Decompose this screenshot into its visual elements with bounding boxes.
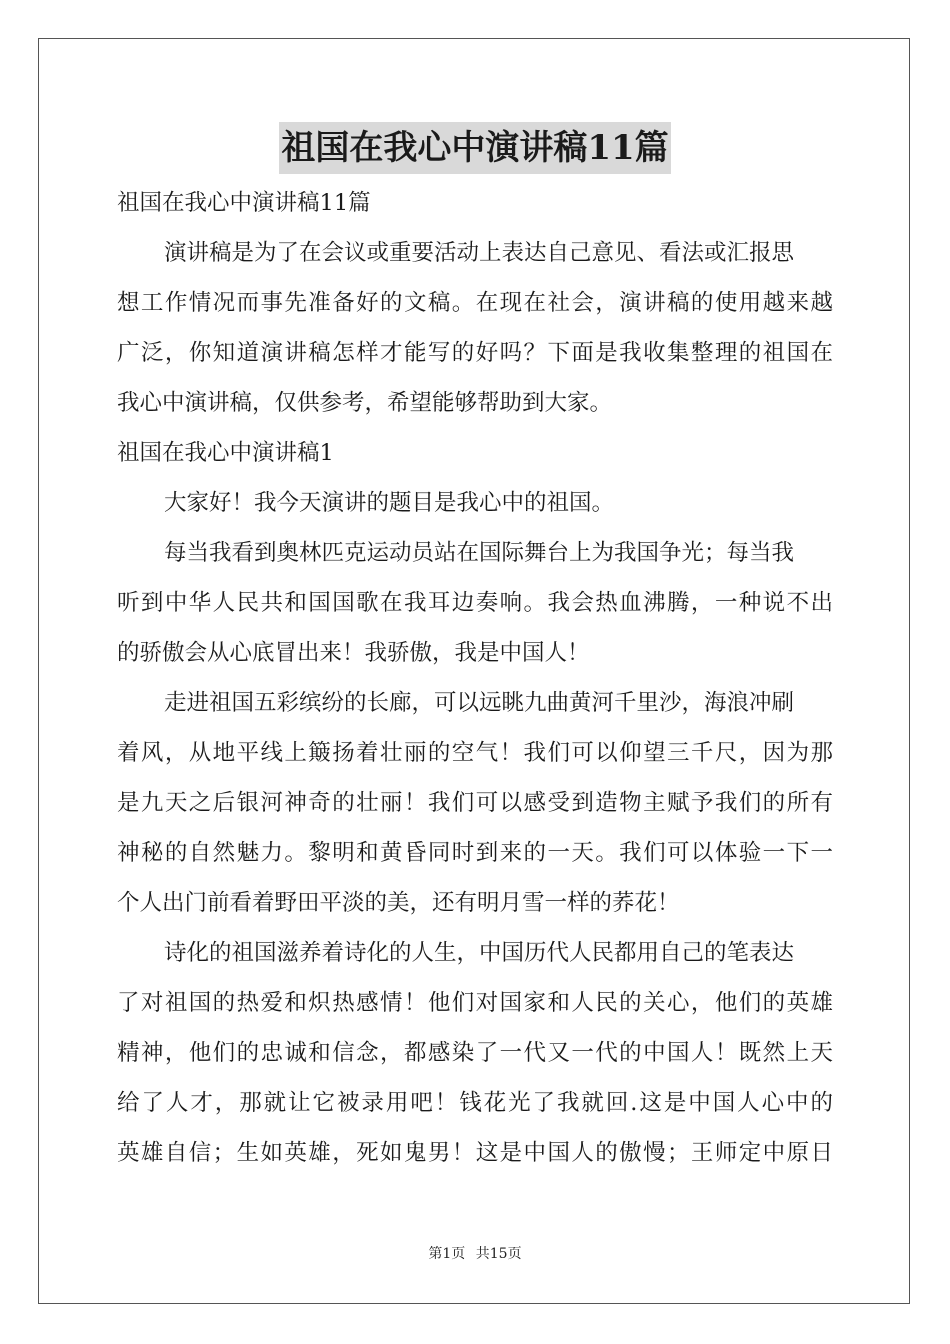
text-line: 了对祖国的热爱和炽热感情！他们对国家和人民的关心，他们的英雄 bbox=[117, 990, 833, 1016]
text-line: 走进祖国五彩缤纷的长廊，可以远眺九曲黄河千里沙，海浪冲刷 bbox=[164, 690, 795, 716]
text-line: 广泛，你知道演讲稿怎样才能写的好吗？下面是我收集整理的祖国在 bbox=[117, 340, 833, 366]
text-line: 的骄傲会从心底冒出来！我骄傲，我是中国人！ bbox=[117, 640, 590, 666]
text-line: 个人出门前看着野田平淡的美，还有明月雪一样的荞花！ bbox=[117, 890, 680, 916]
title-container bbox=[0, 122, 950, 174]
text-line: 英雄自信；生如英雄，死如鬼男！这是中国人的傲慢；王师定中原日 bbox=[117, 1140, 833, 1166]
text-line: 着风，从地平线上簸扬着壮丽的空气！我们可以仰望三千尺，因为那 bbox=[117, 740, 833, 766]
text-line: 我心中演讲稿，仅供参考，希望能够帮助到大家。 bbox=[117, 390, 613, 416]
text-line: 精神，他们的忠诚和信念，都感染了一代又一代的中国人！既然上天 bbox=[117, 1040, 833, 1066]
document-title: 祖国在我心中演讲稿11篇 bbox=[279, 122, 670, 174]
text-line: 想工作情况而事先准备好的文稿。在现在社会，演讲稿的使用越来越 bbox=[117, 290, 833, 316]
text-line: 祖国在我心中演讲稿11篇 bbox=[117, 190, 371, 216]
section-heading: 祖国在我心中演讲稿1 bbox=[117, 440, 334, 466]
text-line: 给了人才，那就让它被录用吧！钱花光了我就回.这是中国人心中的 bbox=[117, 1090, 833, 1116]
text-line: 大家好！我今天演讲的题目是我心中的祖国。 bbox=[164, 490, 615, 516]
text-line: 是九天之后银河神奇的壮丽！我们可以感受到造物主赋予我们的所有 bbox=[117, 790, 833, 816]
page-number: 第1页 bbox=[428, 1246, 466, 1262]
text-line: 每当我看到奥林匹克运动员站在国际舞台上为我国争光；每当我 bbox=[164, 540, 795, 566]
page-total: 共15页 bbox=[475, 1246, 522, 1262]
document-body bbox=[117, 178, 833, 1178]
text-line: 神秘的自然魅力。黎明和黄昏同时到来的一天。我们可以体验一下一 bbox=[117, 840, 833, 866]
text-line: 听到中华人民共和国国歌在我耳边奏响。我会热血沸腾，一种说不出 bbox=[117, 590, 833, 616]
text-line: 诗化的祖国滋养着诗化的人生，中国历代人民都用自己的笔表达 bbox=[164, 940, 795, 966]
text-line: 演讲稿是为了在会议或重要活动上表达自己意见、看法或汇报思 bbox=[164, 240, 795, 266]
page-footer bbox=[0, 1244, 950, 1264]
